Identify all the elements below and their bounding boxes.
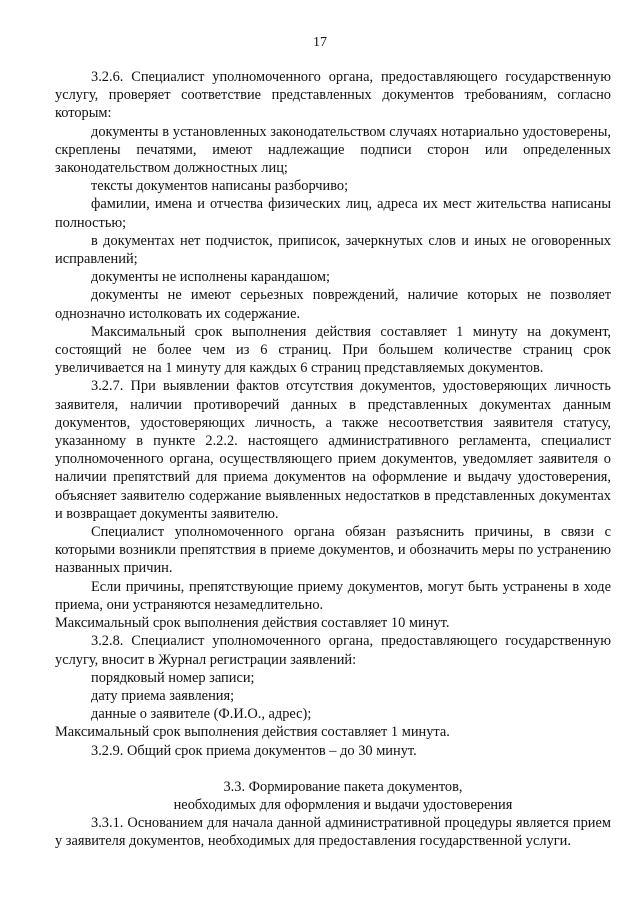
list-item-notarized: документы в установленных законодательством случаях нотариально удостоверены, скреплены печатями, имеют надлежащие подписи сторон или определенных законодательством должностных лиц; [55, 123, 611, 177]
list-item-no-damage: документы не имеют серьезных повреждений, наличие которых не позволяет однозначно истолковать их содержание. [55, 287, 611, 322]
list-item-no-pencil: документы не исполнены карандашом; [91, 269, 331, 286]
paragraph-reasons-removed: Если причины, препятствующие приему документов, могут быть устранены в ходе приема, они устраняются незамедлительно. [55, 578, 611, 613]
paragraph-max-time-1: Максимальный срок выполнения действия составляет 1 минута. [55, 724, 450, 741]
paragraph-3-2-8: 3.2.8. Специалист уполномоченного органа, предоставляющего государственную услугу, вносит в Журнал регистрации заявлений: [55, 633, 611, 668]
section-title-line-1: 3.3. Формирование пакета документов, [223, 778, 463, 795]
paragraph-specialist-obliged: Специалист уполномоченного органа обязан разъяснить причины, в связи с которыми возникли препятствия в приеме документов, и обозначить меры по устранению названных причин. [55, 524, 611, 577]
paragraph-3-3-1: 3.3.1. Основанием для начала данной административной процедуры является прием у заявителя документов, необходимых для предоставления государственной услуги. [55, 815, 611, 850]
paragraph-3-2-9: 3.2.9. Общий срок приема документов – до 30 минут. [91, 742, 417, 759]
paragraph-max-time-10: Максимальный срок выполнения действия составляет 10 минут. [55, 615, 450, 632]
page-number: 17 [313, 35, 327, 50]
list-item-legible: тексты документов написаны разборчиво; [91, 178, 349, 195]
list-item-record-number: порядковый номер записи; [91, 669, 255, 686]
paragraph-max-time-per-document: Максимальный срок выполнения действия составляет 1 минуту на документ, состоящий не более чем из 6 страниц. При большем количестве страниц срок увеличивается на 1 минуту для каждых 6 страниц представляемых документов. [55, 323, 611, 377]
list-item-full-names: фамилии, имена и отчества физических лиц, адреса их мест жительства написаны полностью; [55, 196, 611, 231]
paragraph-3-2-6: 3.2.6. Специалист уполномоченного органа, предоставляющего государственную услугу, проверяет соответствие представленных документов требованиям, согласно которым: [55, 69, 611, 122]
section-gap [55, 760, 611, 778]
list-item-no-erasures: в документах нет подчисток, приписок, зачеркнутых слов и иных не оговоренных исправлений; [55, 232, 611, 268]
list-item-applicant-data: данные о заявителе (Ф.И.О., адрес); [91, 706, 312, 723]
document-body [55, 68, 611, 851]
list-item-date: дату приема заявления; [91, 687, 235, 704]
section-title-line-2: необходимых для оформления и выдачи удостоверения [173, 796, 513, 813]
paragraph-3-2-7: 3.2.7. При выявлении фактов отсутствия документов, удостоверяющих личность заявителя, наличии противоречий данных в представленных документах данным документов, удостоверяющих личность, а также несоответствия заявителя статусу, указанному в пункте 2.2.2. настоящего административного регламента, специалист уполномоченного органа, осуществляющего прием документов, уведомляет заявителя о наличии препятствий для приема документов на оформление и выдачу удостоверения, объясняет заявителю содержание выявленных недостатков в представленных документах и возвращает документы заявителю. [55, 378, 611, 522]
